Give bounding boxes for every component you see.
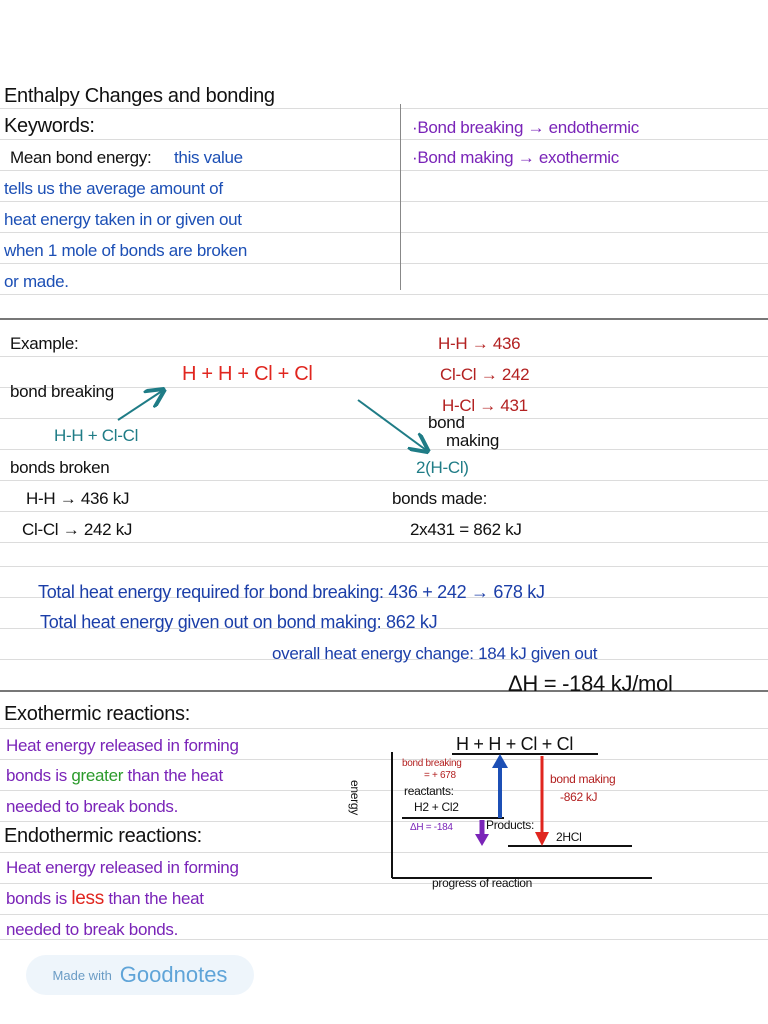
keyword-greater: greater [71,766,124,785]
bonds-broken-heading: bonds broken [10,458,110,477]
diagram-bond-breaking: bond breaking [402,758,462,769]
equation: H + H + Cl + Cl [182,363,313,385]
bond-value-hcl: H-Cl → 431 [442,396,528,415]
bonds-made-value: 2x431 = 862 kJ [410,520,522,539]
diagram-reactants-formula: H2 + Cl2 [414,800,459,814]
breaking-arrow [118,391,162,420]
exothermic-line: needed to break bonds. [6,797,179,816]
diagram-bond-making: bond making [550,772,616,786]
keyword-less: less [71,888,104,909]
total-making: Total heat energy given out on bond making: 862 kJ [40,612,438,632]
total-breaking: Total heat energy required for bond breaking: 436 + 242 → 678 kJ [38,582,545,602]
diagram-delta-h: ΔH = -184 [410,822,453,833]
bond-breaking-label: bond breaking [10,382,114,401]
diagram-reactants-label: reactants: [404,784,454,798]
definition-line: this value [174,148,243,167]
keywords-heading: Keywords: [4,115,95,137]
exothermic-heading: Exothermic reactions: [4,703,190,725]
made-formula: 2(H-Cl) [416,458,469,477]
diagram-products-formula: 2HCl [556,830,582,844]
definition-line: heat energy taken in or given out [4,210,242,229]
endothermic-line: bonds is less than the heat [6,888,204,909]
bond-making-label: bond [428,413,465,432]
diagram-products-label: Products: [486,818,534,832]
goodnotes-logo: Goodnotes [119,962,228,987]
definition-line: or made. [4,272,69,291]
diagram-top-label: H + H + Cl + Cl [456,734,574,754]
broken-formula: H-H + Cl-Cl [54,426,139,445]
bullet-bond-breaking: ·Bond breaking → endothermic [412,118,639,137]
exothermic-line: bonds is greater than the heat [6,766,223,785]
example-heading: Example: [10,334,79,353]
overall-change: overall heat energy change: 184 kJ given out [272,644,598,663]
delta-h: ΔH = -184 kJ/mol [508,671,673,696]
endothermic-line: needed to break bonds. [6,920,179,939]
bullet-bond-making: ·Bond making → exothermic [412,148,619,167]
making-arrow [358,400,426,450]
bond-value-hh: H-H → 436 [438,334,521,353]
bond-making-label: making [446,431,500,450]
bonds-made-heading: bonds made: [392,489,487,508]
definition-line: tells us the average amount of [4,179,223,198]
bonds-broken-item: Cl-Cl → 242 kJ [22,520,133,539]
page-title: Enthalpy Changes and bonding [4,85,275,107]
diagram-y-label: energy [348,780,362,815]
made-with-label: Made with [52,967,112,983]
definition-line: when 1 mole of bonds are broken [4,241,248,260]
bond-value-clcl: Cl-Cl → 242 [440,365,530,384]
endothermic-line: Heat energy released in forming [6,858,239,877]
bonds-broken-item: H-H → 436 kJ [26,489,130,508]
diagram-x-label: progress of reaction [432,876,533,890]
endothermic-heading: Endothermic reactions: [4,825,202,847]
diagram-bond-breaking-value: = + 678 [424,770,456,781]
definition-term: Mean bond energy: [10,148,152,167]
exothermic-line: Heat energy released in forming [6,736,239,755]
diagram-bond-making-value: -862 kJ [560,790,598,804]
goodnotes-badge[interactable] [26,955,254,995]
